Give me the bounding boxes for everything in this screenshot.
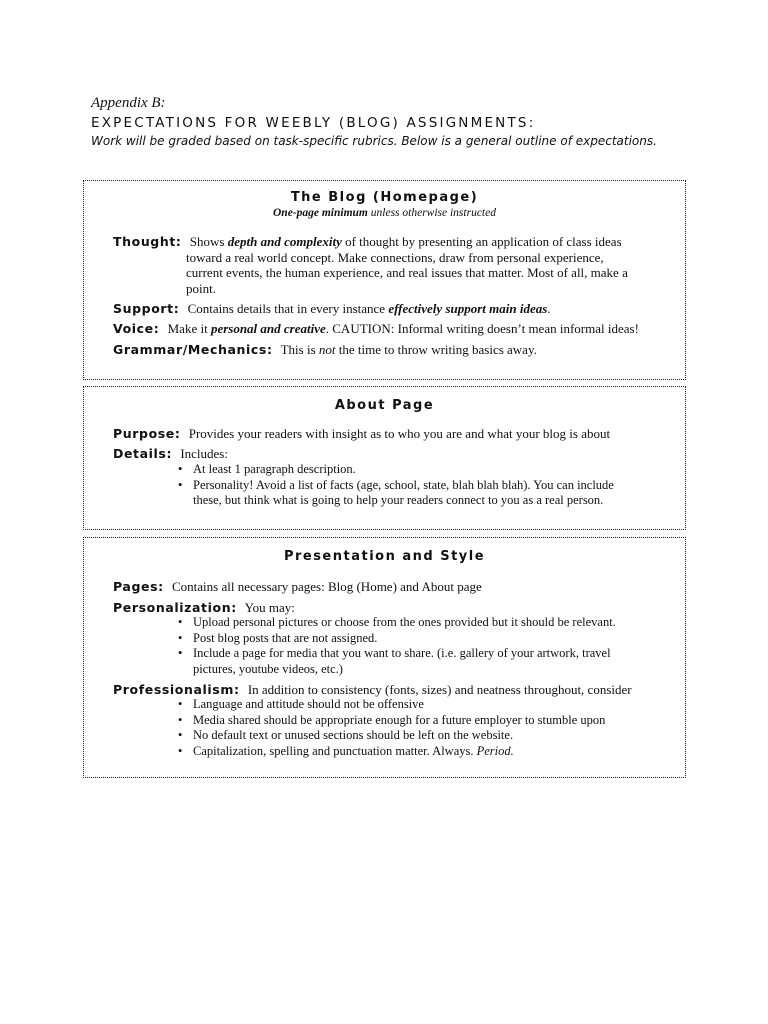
blog-section xyxy=(83,180,686,380)
support-emphasis: effectively support main ideas xyxy=(388,301,548,316)
grammar-row xyxy=(113,342,537,358)
purpose-label: Purpose: xyxy=(113,426,181,441)
list-item-text: Personality! Avoid a list of facts (age, school, state, blah blah blah). You can include xyxy=(193,477,614,492)
thought-label: Thought: xyxy=(113,234,182,249)
purpose-row xyxy=(113,426,610,442)
thought-row xyxy=(113,234,622,250)
list-item-text: these, but think what is going to help your readers connect to you as a real person. xyxy=(193,493,604,507)
voice-emphasis: personal and creative xyxy=(210,321,326,336)
pages-row xyxy=(113,579,482,595)
voice-row xyxy=(113,321,639,337)
period-emphasis: Period. xyxy=(476,743,514,758)
voice-pre: Make it xyxy=(167,321,211,336)
voice-post: . CAUTION: Informal writing doesn’t mean informal ideas! xyxy=(325,321,639,336)
professionalism-text: In addition to consistency (fonts, sizes) and neatness throughout, consider xyxy=(247,682,632,697)
list-item xyxy=(178,615,616,631)
appendix-label: Appendix B: xyxy=(91,95,166,111)
thought-line4: point. xyxy=(186,281,216,296)
thought-emphasis: depth and complexity xyxy=(227,234,342,249)
details-bullet-list xyxy=(178,462,614,509)
list-item-text: Media shared should be appropriate enough for a future employer to stumble upon xyxy=(193,712,606,727)
support-pre: Contains details that in every instance xyxy=(187,301,389,316)
intro-text: Work will be graded based on task-specific rubrics. Below is a general outline of expectations. xyxy=(91,134,657,148)
personalization-bullet-list xyxy=(178,615,616,677)
list-item xyxy=(178,744,605,760)
list-item-continued xyxy=(178,493,614,509)
presentation-section-title: Presentation and Style xyxy=(283,549,486,564)
list-item xyxy=(178,646,616,662)
list-item-text: Include a page for media that you want to share. (i.e. gallery of your artwork, travel xyxy=(193,646,611,660)
list-item xyxy=(178,697,605,713)
support-post: . xyxy=(547,301,551,316)
bullet-icon: • xyxy=(178,697,183,711)
personalization-label: Personalization: xyxy=(113,600,237,615)
bullet-icon: • xyxy=(178,615,183,629)
bullet-icon: • xyxy=(178,743,183,758)
personalization-row xyxy=(113,600,295,616)
list-item xyxy=(178,631,616,647)
blog-section-subtitle xyxy=(84,207,685,219)
professionalism-row xyxy=(113,682,632,698)
blog-minimum-note: unless otherwise instructed xyxy=(367,207,496,219)
pages-label: Pages: xyxy=(113,579,164,594)
thought-line2: toward a real world concept. Make connections, draw from personal experience, xyxy=(186,250,604,265)
list-item-continued xyxy=(178,662,616,678)
details-row xyxy=(113,446,228,462)
bullet-icon: • xyxy=(178,712,183,727)
bullet-icon: • xyxy=(178,462,183,476)
about-section-title: About Page xyxy=(334,398,435,413)
presentation-section xyxy=(83,537,686,778)
list-item xyxy=(178,728,605,744)
bullet-icon: • xyxy=(178,728,183,742)
list-item-text: Upload personal pictures or choose from the ones provided but it should be relevant. xyxy=(193,615,616,629)
support-row xyxy=(113,301,551,317)
support-label: Support: xyxy=(113,301,180,316)
about-section xyxy=(83,386,686,530)
list-item-text: Language and attitude should not be offensive xyxy=(193,697,424,711)
pages-text: Contains all necessary pages: Blog (Home) and About page xyxy=(171,579,482,594)
professionalism-bullet-list xyxy=(178,697,605,759)
grammar-post: the time to throw writing basics away. xyxy=(335,342,537,357)
professionalism-label: Professionalism: xyxy=(113,682,240,697)
purpose-text: Provides your readers with insight as to who you are and what your blog is about xyxy=(188,426,611,441)
bullet-icon: • xyxy=(178,646,183,660)
grammar-pre: This is xyxy=(280,342,319,357)
blog-minimum-emphasis: One-page minimum xyxy=(273,207,368,219)
bullet-icon: • xyxy=(178,630,183,645)
grammar-label: Grammar/Mechanics: xyxy=(113,342,273,357)
details-text: Includes: xyxy=(180,446,228,461)
voice-label: Voice: xyxy=(113,321,160,336)
list-item xyxy=(178,713,605,729)
list-item-text: No default text or unused sections should be left on the website. xyxy=(193,728,514,742)
list-item-text: Post blog posts that are not assigned. xyxy=(193,630,378,645)
page-title: EXPECTATIONS FOR WEEBLY (BLOG) ASSIGNMENTS: xyxy=(91,115,536,131)
grammar-emphasis: not xyxy=(318,342,336,357)
list-item xyxy=(178,462,614,478)
blog-section-title: The Blog (Homepage) xyxy=(290,190,479,205)
list-item xyxy=(178,478,614,494)
list-item-text: At least 1 paragraph description. xyxy=(193,462,356,476)
list-item-text: pictures, youtube videos, etc.) xyxy=(193,661,343,676)
thought-pre: Shows xyxy=(189,234,228,249)
details-label: Details: xyxy=(113,446,173,461)
bullet-icon: • xyxy=(178,477,183,492)
personalization-text: You may: xyxy=(244,600,295,615)
thought-line1: of thought by presenting an application of class ideas xyxy=(341,234,622,249)
thought-line3: current events, the human experience, and real issues that matter. Most of all, make a xyxy=(186,265,628,280)
list-item-text: Capitalization, spelling and punctuation matter. Always. xyxy=(193,743,477,758)
